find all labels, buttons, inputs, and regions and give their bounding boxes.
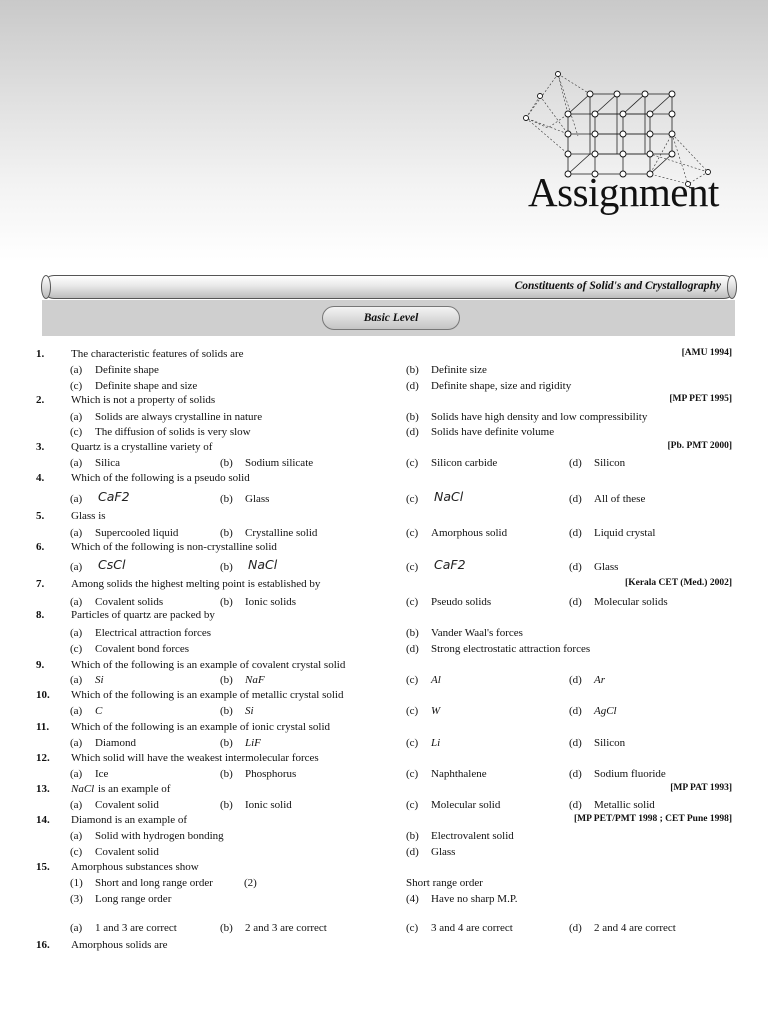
question-number: 6. [36,541,45,553]
option-text: Solids are always crystalline in nature [95,411,263,423]
question-text: Amorphous substances show [71,861,199,873]
option-label: (a) [70,411,83,423]
option-text: Definite shape and size [95,380,198,392]
question-text: Glass is [71,510,106,522]
question-number: 13. [36,783,50,795]
option-text: Definite shape, size and rigidity [431,380,572,392]
option-label: (a) [70,561,83,573]
option-text: All of these [594,493,646,505]
option-text: Definite shape [95,364,159,376]
option-label: (b) [220,799,233,811]
option-label: (d) [569,768,582,780]
question-number: 14. [36,814,50,826]
question-number: 9. [36,659,45,671]
option-label: (a) [70,493,83,505]
option-label: (a) [70,527,83,539]
banner-right-cap [727,275,737,299]
question-text: Which of the following is a pseudo solid [71,472,250,484]
option-label: (a) [70,799,83,811]
statement-label: (1) [70,877,83,889]
question-text: Which of the following is an example of covalent crystal solid [71,659,346,671]
option-text: CsCl [98,557,126,572]
option-label: (a) [70,364,83,376]
option-label: (d) [569,596,582,608]
option-label: (d) [406,380,419,392]
question-text: Which of the following is an example of ionic crystal solid [71,721,331,733]
question-number: 1. [36,348,45,360]
question-number: 4. [36,472,45,484]
option-text: Covalent solid [95,799,159,811]
option-label: (a) [70,674,83,686]
option-text: C [95,705,103,717]
option-label: (c) [70,846,83,858]
option-label: (c) [406,457,419,469]
option-text: Electrical attraction forces [95,627,212,639]
option-label: (b) [220,674,233,686]
option-text: 2 and 3 are correct [245,922,327,934]
option-label: (d) [569,493,582,505]
question-number: 3. [36,441,45,453]
option-text: Silicon carbide [431,457,498,469]
option-label: (b) [220,596,233,608]
option-text: Naphthalene [431,768,487,780]
option-label: (c) [70,426,83,438]
option-text: Phosphorus [245,768,297,780]
option-text: Li [431,737,441,749]
option-label: (a) [70,922,83,934]
option-text: Solids have definite volume [431,426,555,438]
option-text: The diffusion of solids is very slow [95,426,251,438]
option-label: (d) [569,737,582,749]
option-text: Glass [594,561,619,573]
option-label: (b) [406,830,419,842]
option-text: Silicon [594,457,626,469]
option-label: (d) [569,527,582,539]
question-text: The characteristic features of solids are [71,348,244,360]
option-label: (d) [569,457,582,469]
banner-left-cap [41,275,51,299]
option-label: (c) [406,737,419,749]
option-text: Vander Waal's forces [431,627,523,639]
question-text: Amorphous solids are [71,939,168,951]
option-label: (b) [406,411,419,423]
option-text: Molecular solids [594,596,668,608]
option-text: CaF2 [98,489,130,504]
option-label: (c) [406,596,419,608]
option-text: Ionic solids [245,596,297,608]
option-text: Solids have high density and low compressibility [431,411,648,423]
option-label: (d) [569,922,582,934]
question-number: 11. [36,721,50,733]
option-label: (c) [406,705,419,717]
option-label: (c) [70,380,83,392]
option-text: NaCl [434,489,464,504]
option-text: Amorphous solid [431,527,508,539]
option-label: (b) [220,457,233,469]
statement-text: Short range order [406,877,483,889]
option-text: Diamond [95,737,136,749]
question-number: 15. [36,861,50,873]
exam-reference: [Pb. PMT 2000] [667,441,732,451]
question-number: 2. [36,394,45,406]
exam-reference: [AMU 1994] [681,348,732,358]
exam-reference: [Kerala CET (Med.) 2002] [625,578,732,588]
option-label: (a) [70,830,83,842]
question-number: 7. [36,578,45,590]
option-text: Covalent solid [95,846,159,858]
option-label: (b) [220,705,233,717]
option-text: Molecular solid [431,799,501,811]
question-text: Quartz is a crystalline variety of [71,441,213,453]
option-label: (c) [406,674,419,686]
option-label: (b) [220,768,233,780]
exam-reference: [MP PET/PMT 1998 ; CET Pune 1998] [574,814,732,824]
option-label: (c) [406,493,419,505]
option-label: (d) [569,561,582,573]
option-label: (c) [70,643,83,655]
option-text: Al [431,674,441,686]
option-text: Metallic solid [594,799,655,811]
option-label: (b) [220,737,233,749]
option-label: (c) [406,799,419,811]
option-text: Si [95,674,104,686]
option-text: NaCl [248,557,278,572]
option-label: (b) [406,364,419,376]
statement-label: (4) [406,893,419,905]
option-label: (d) [569,799,582,811]
statement-text: Long range order [95,893,172,905]
level-badge: Basic Level [322,306,460,330]
option-label: (a) [70,705,83,717]
option-text: 3 and 4 are correct [431,922,513,934]
option-label: (a) [70,627,83,639]
statement-label: (2) [244,877,257,889]
option-text: Glass [245,493,270,505]
option-text: 1 and 3 are correct [95,922,177,934]
option-text: 2 and 4 are correct [594,922,676,934]
question-text: Which of the following is non-crystalline solid [71,541,277,553]
question-number: 16. [36,939,50,951]
option-text: Ionic solid [245,799,292,811]
statement-text: Short and long range order [95,877,213,889]
option-label: (c) [406,561,419,573]
option-label: (b) [220,493,233,505]
topic-title: Constituents of Solid's and Crystallography [514,280,721,292]
option-text: Ar [594,674,605,686]
option-text: Covalent bond forces [95,643,190,655]
option-text: Crystalline solid [245,527,318,539]
option-label: (d) [569,705,582,717]
statement-text: Have no sharp M.P. [431,893,518,905]
option-text: Glass [431,846,456,858]
option-label: (c) [406,527,419,539]
question-text: Which is not a property of solids [71,394,216,406]
option-text: Covalent solids [95,596,164,608]
topic-banner [42,275,736,299]
option-label: (b) [220,561,233,573]
option-text: Silicon [594,737,626,749]
option-label: (d) [569,674,582,686]
option-label: (c) [406,922,419,934]
exam-reference: [MP PAT 1993] [670,783,732,793]
exam-reference: [MP PET 1995] [669,394,732,404]
question-formula: NaCl [71,783,95,795]
question-number: 5. [36,510,45,522]
option-text: Pseudo solids [431,596,492,608]
question-text: Particles of quartz are packed by [71,609,215,621]
option-label: (d) [406,426,419,438]
option-text: Liquid crystal [594,527,656,539]
option-label: (a) [70,457,83,469]
option-text: Definite size [431,364,487,376]
option-text: LiF [245,737,261,749]
question-number: 10. [36,689,50,701]
option-text: Supercooled liquid [95,527,179,539]
option-text: Strong electrostatic attraction forces [431,643,591,655]
option-label: (b) [220,922,233,934]
question-number: 12. [36,752,50,764]
question-number: 8. [36,609,45,621]
option-text: Sodium silicate [245,457,314,469]
option-text: W [431,705,441,717]
option-text: CaF2 [434,557,466,572]
option-label: (a) [70,596,83,608]
option-text: NaF [245,674,265,686]
assignment-title: Assignment [528,169,719,215]
option-label: (a) [70,737,83,749]
option-label: (d) [406,643,419,655]
option-label: (d) [406,846,419,858]
question-text: Which of the following is an example of metallic crystal solid [71,689,344,701]
option-text: Ice [95,768,109,780]
option-text: Sodium fluoride [594,768,666,780]
question-text: Which solid will have the weakest intermolecular forces [71,752,319,764]
option-text: Electrovalent solid [431,830,514,842]
option-label: (a) [70,768,83,780]
question-text: is an example of [98,783,171,795]
option-text: Silica [95,457,121,469]
option-text: Solid with hydrogen bonding [95,830,224,842]
question-text: Among solids the highest melting point is established by [71,578,321,590]
option-text: Si [245,705,254,717]
option-label: (c) [406,768,419,780]
option-label: (b) [406,627,419,639]
question-text: Diamond is an example of [71,814,188,826]
option-label: (b) [220,527,233,539]
option-text: AgCl [594,705,617,717]
statement-label: (3) [70,893,83,905]
